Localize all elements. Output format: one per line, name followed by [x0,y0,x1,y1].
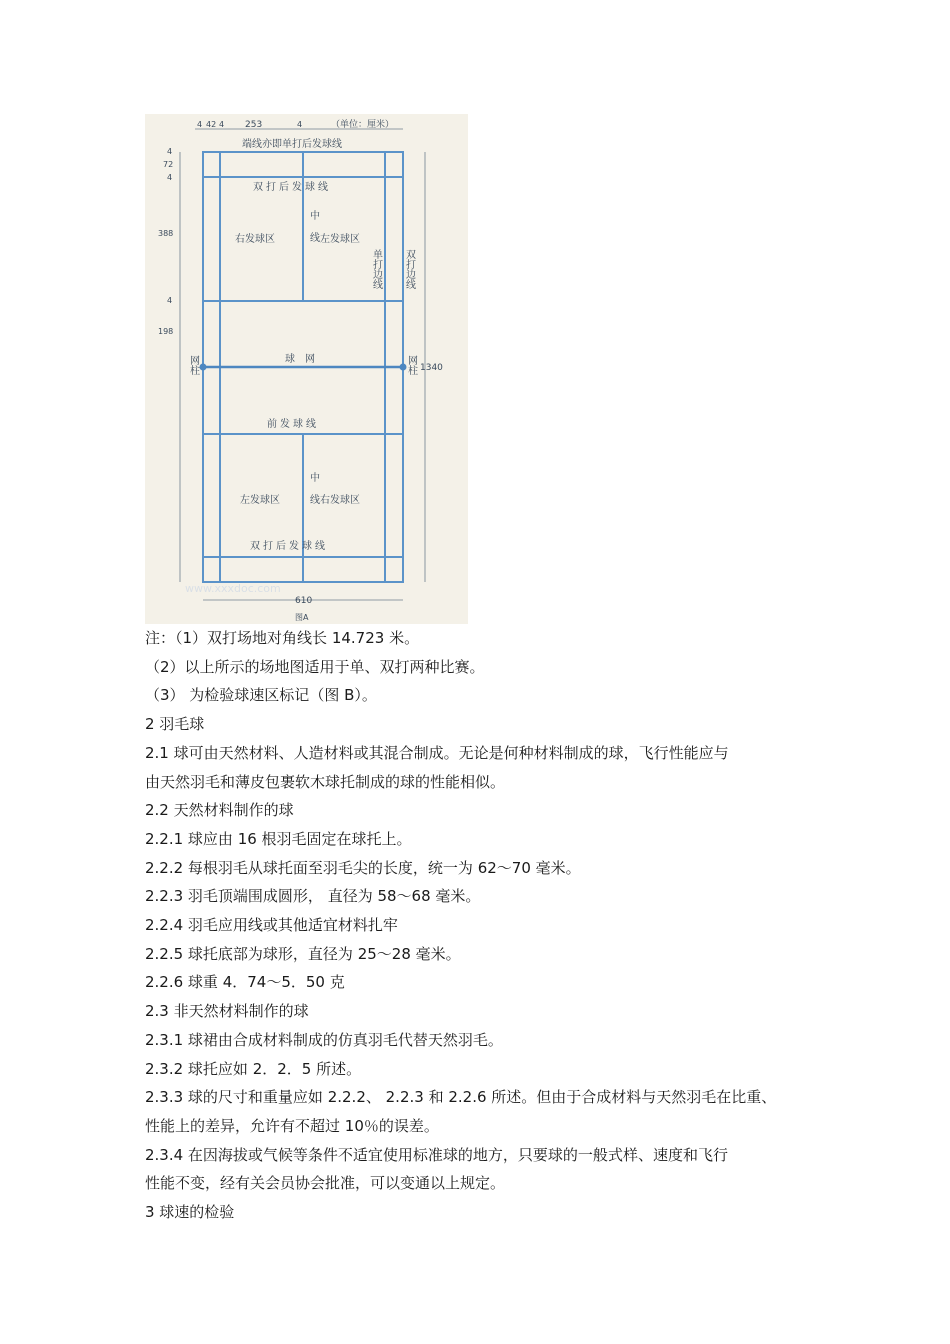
net-label: 球网 [285,354,325,365]
end-line-label: 端线亦即单打后发球线 [242,139,342,150]
paragraph: 注：（1）双打场地对角线长 14.723 米。 [145,629,420,647]
paragraph: 2 羽毛球 [145,715,205,734]
paragraph: 由天然羽毛和薄皮包裹软木球托制成的球的性能相似。 [145,772,506,791]
paragraph: 2.2.6 球重 4．74～5．50 克 [145,973,345,992]
top-dim-5: 4 [297,120,303,129]
left-dim-a: 4 [167,147,173,156]
front-service-line-label: 前发球线 [267,419,319,430]
paragraph: 2.3.3 球的尺寸和重量应如 2.2.2、 2.2.3 和 2.2.6 所述。但由于合成材料与天然羽毛在比重、 [145,1088,777,1107]
paragraph: 2.3.1 球裙由合成材料制成的仿真羽毛代替天然羽毛。 [145,1030,503,1049]
paragraph: 性能上的差异，允许有不超过 10％的误差。 [145,1116,439,1135]
bottom-dim: 610 [295,596,313,606]
figure-caption: 图A [295,613,309,622]
center-line-bottom-label: 中线 [307,472,319,516]
left-service-court-top: 左发球区 [320,234,360,245]
top-dim-4: 253 [245,120,263,130]
paragraph: 2.2.4 羽毛应用线或其他适宜材料扎牢 [145,916,398,935]
left-dim-e: 4 [167,296,173,305]
doubles-sideline-label: 双打边线 [403,249,415,289]
paragraph: （3） 为检验球速区标记（图 B）。 [145,686,377,705]
top-dim-2: 42 [206,120,217,129]
right-service-court-bottom: 右发球区 [320,495,360,506]
top-dim-1: 4 [197,120,203,129]
paragraph: 2.2 天然材料制作的球 [145,801,294,820]
paragraph: 2.3.2 球托应如 2．2．5 所述。 [145,1059,362,1078]
unit-label: （单位：厘米） [331,120,395,130]
net-post-right-label: 网柱 [405,355,417,375]
body-text [145,624,835,1227]
court-diagram [145,114,468,624]
left-service-court-bottom: 左发球区 [240,495,280,506]
court-diagram-svg [145,114,468,624]
paragraph: 2.3.4 在因海拔或气候等条件不适宜使用标准球的地方，只要球的一般式样、速度和飞行 [145,1145,728,1164]
singles-sideline-label: 单打边线 [370,249,382,289]
left-dim-f: 198 [158,327,174,336]
left-dim-d: 388 [158,229,174,238]
double-back-service-top: 双打后发球线 [253,182,331,193]
paragraph: 2.2.2 每根羽毛从球托面至羽毛尖的长度，统一为 62～70 毫米。 [145,858,581,877]
watermark: www.xxxdoc.com [185,582,281,595]
top-dim-3: 4 [219,120,225,129]
right-dim: 1340 [420,363,443,373]
double-back-service-bottom: 双打后发球线 [250,541,328,552]
center-line-top-label: 中线 [307,210,319,254]
net-post-left-label: 网柱 [187,355,199,375]
paragraph: 2.2.3 羽毛顶端围成圆形， 直径为 58～68 毫米。 [145,887,481,906]
net-post-left [200,364,207,371]
paragraph: 2.2.1 球应由 16 根羽毛固定在球托上。 [145,829,412,848]
paragraph: 2.3 非天然材料制作的球 [145,1002,309,1021]
left-dim-c: 4 [167,173,173,182]
paragraph: 2.1 球可由天然材料、人造材料或其混合制成。无论是何种材料制成的球，飞行性能应与 [145,743,729,762]
paragraph: 性能不变，经有关会员协会批准，可以变通以上规定。 [145,1174,506,1193]
paragraph: 3 球速的检验 [145,1203,235,1222]
paragraph: 2.2.5 球托底部为球形，直径为 25～28 毫米。 [145,944,461,963]
left-dim-b: 72 [163,160,174,169]
paragraph: （2）以上所示的场地图适用于单、双打两种比赛。 [145,657,485,676]
right-service-court-top: 右发球区 [235,234,275,245]
